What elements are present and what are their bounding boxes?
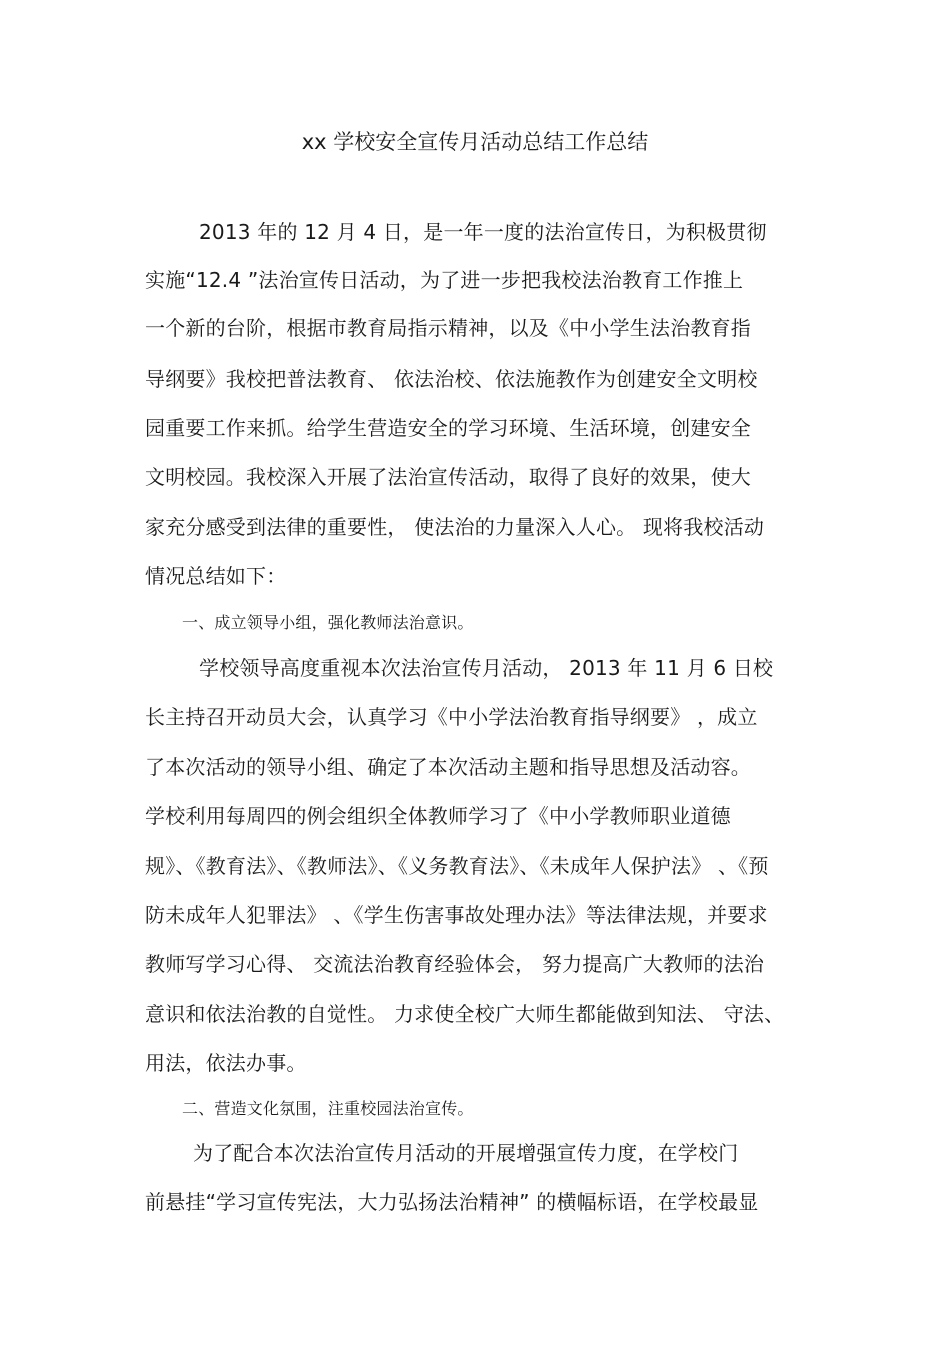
document-title: xx 学校安全宣传月活动总结工作总结 (301, 130, 649, 154)
paragraph-line: 了本次活动的领导小组、确定了本次活动主题和指导思想及活动容。 (145, 755, 751, 779)
paragraph-line: 文明校园。我校深入开展了法治宣传活动，取得了良好的效果，使大 (145, 465, 751, 489)
paragraph-line: 意识和依法治教的自觉性。 力求使全校广大师生都能做到知法、 守法、 (145, 1002, 785, 1026)
paragraph-line: 教师写学习心得、 交流法治教育经验体会， 努力提高广大教师的法治 (145, 952, 765, 976)
paragraph-line: 规》、《教育法》、《教师法》、《义务教育法》、《未成年人保护法》 、《预 (145, 854, 769, 878)
paragraph-line: 防未成年人犯罪法》 、《学生伤害事故处理办法》等法律法规，并要求 (145, 903, 768, 927)
section-heading: 一、成立领导小组，强化教师法治意识。 (182, 613, 474, 632)
paragraph-line: 前悬挂“学习宣传宪法，大力弘扬法治精神” 的横幅标语，在学校最显 (145, 1190, 759, 1214)
paragraph-line: 用法，依法办事。 (145, 1051, 307, 1075)
section-heading: 二、营造文化氛围，注重校园法治宣传。 (182, 1099, 474, 1118)
paragraph-line: 实施“12.4 ”法治宣传日活动，为了进一步把我校法治教育工作推上 (145, 268, 744, 292)
paragraph-line: 学校利用每周四的例会组织全体教师学习了《中小学教师职业道德 (145, 804, 731, 828)
paragraph-line: 2013 年的 12 月 4 日，是一年一度的法治宣传日，为积极贯彻 (199, 220, 767, 244)
paragraph-line: 长主持召开动员大会，认真学习《中小学法治教育指导纲要》 ，成立 (145, 705, 758, 729)
paragraph-line: 一个新的台阶，根据市教育局指示精神，以及《中小学生法治教育指 (145, 316, 751, 340)
paragraph-line: 家充分感受到法律的重要性， 使法治的力量深入人心。 现将我校活动 (145, 515, 765, 539)
paragraph-line: 园重要工作来抓。给学生营造安全的学习环境、生活环境，创建安全 (145, 416, 751, 440)
paragraph-line: 学校领导高度重视本次法治宣传月活动， 2013 年 11 月 6 日校 (199, 656, 774, 680)
paragraph-line: 为了配合本次法治宣传月活动的开展增强宣传力度，在学校门 (193, 1141, 739, 1165)
paragraph-line: 情况总结如下： (145, 564, 287, 588)
paragraph-line: 导纲要》我校把普法教育、 依法治校、依法施教作为创建安全文明校 (145, 367, 758, 391)
